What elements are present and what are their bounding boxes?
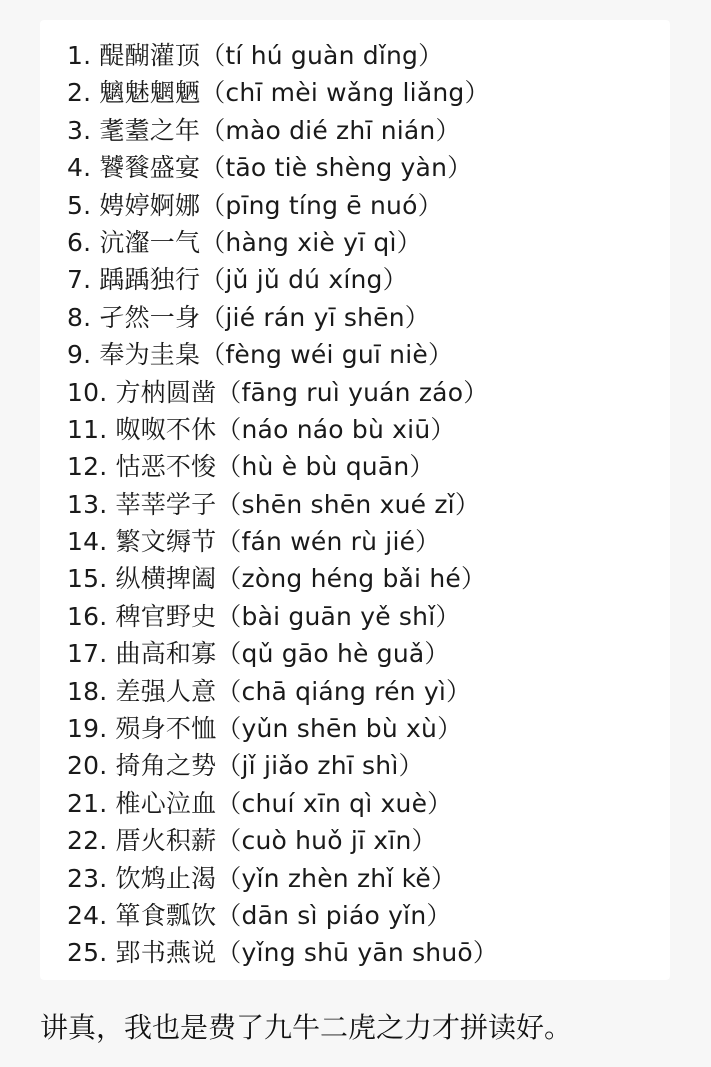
list-item: 5. 娉婷婀娜（pīng tíng ē nuó） [67, 190, 443, 220]
list-item: 12. 怙恶不悛（hù è bù quān） [67, 452, 435, 482]
list-item: 18. 差强人意（chā qiáng rén yì） [67, 676, 472, 706]
list-item: 21. 椎心泣血（chuí xīn qì xuè） [67, 788, 453, 818]
list-item: 25. 郢书燕说（yǐng shū yān shuō） [67, 938, 499, 968]
list-item: 20. 掎角之势（jǐ jiǎo zhī shì） [67, 751, 424, 781]
list-item: 15. 纵横捭阖（zòng héng bǎi hé） [67, 564, 487, 594]
list-item: 6. 沆瀣一气（hàng xiè yī qì） [67, 227, 422, 257]
list-item: 7. 踽踽独行（jǔ jǔ dú xíng） [67, 265, 408, 295]
list-item: 9. 奉为圭臬（fèng wéi guī niè） [67, 340, 454, 370]
list-item: 3. 耄耋之年（mào dié zhī nián） [67, 115, 461, 145]
list-item: 8. 孑然一身（jié rán yī shēn） [67, 302, 430, 332]
list-item: 22. 厝火积薪（cuò huǒ jī xīn） [67, 826, 437, 856]
list-item: 17. 曲高和寡（qǔ gāo hè guǎ） [67, 639, 450, 669]
list-item: 16. 稗官野史（bài guān yě shǐ） [67, 601, 461, 631]
list-item: 10. 方枘圆凿（fāng ruì yuán záo） [67, 377, 489, 407]
list-item: 1. 醍醐灌顶（tí hú guàn dǐng） [67, 41, 444, 70]
list-item: 11. 呶呶不休（náo náo bù xiū） [67, 414, 456, 444]
idiom-list-panel [40, 20, 670, 980]
list-item: 2. 魑魅魍魉（chī mèi wǎng liǎng） [67, 78, 490, 108]
list-item: 23. 饮鸩止渴（yǐn zhèn zhǐ kě） [67, 863, 457, 893]
caption-text: 讲真，我也是费了九牛二虎之力才拼读好。 [40, 1011, 573, 1044]
list-item: 24. 箪食瓢饮（dān sì piáo yǐn） [67, 900, 452, 930]
list-item: 13. 莘莘学子（shēn shēn xué zǐ） [67, 489, 481, 519]
idiom-list [67, 37, 498, 972]
list-item: 19. 殒身不恤（yǔn shēn bù xù） [67, 714, 463, 744]
list-item: 14. 繁文缛节（fán wén rù jié） [67, 527, 441, 557]
list-item: 4. 饕餮盛宴（tāo tiè shèng yàn） [67, 153, 473, 183]
